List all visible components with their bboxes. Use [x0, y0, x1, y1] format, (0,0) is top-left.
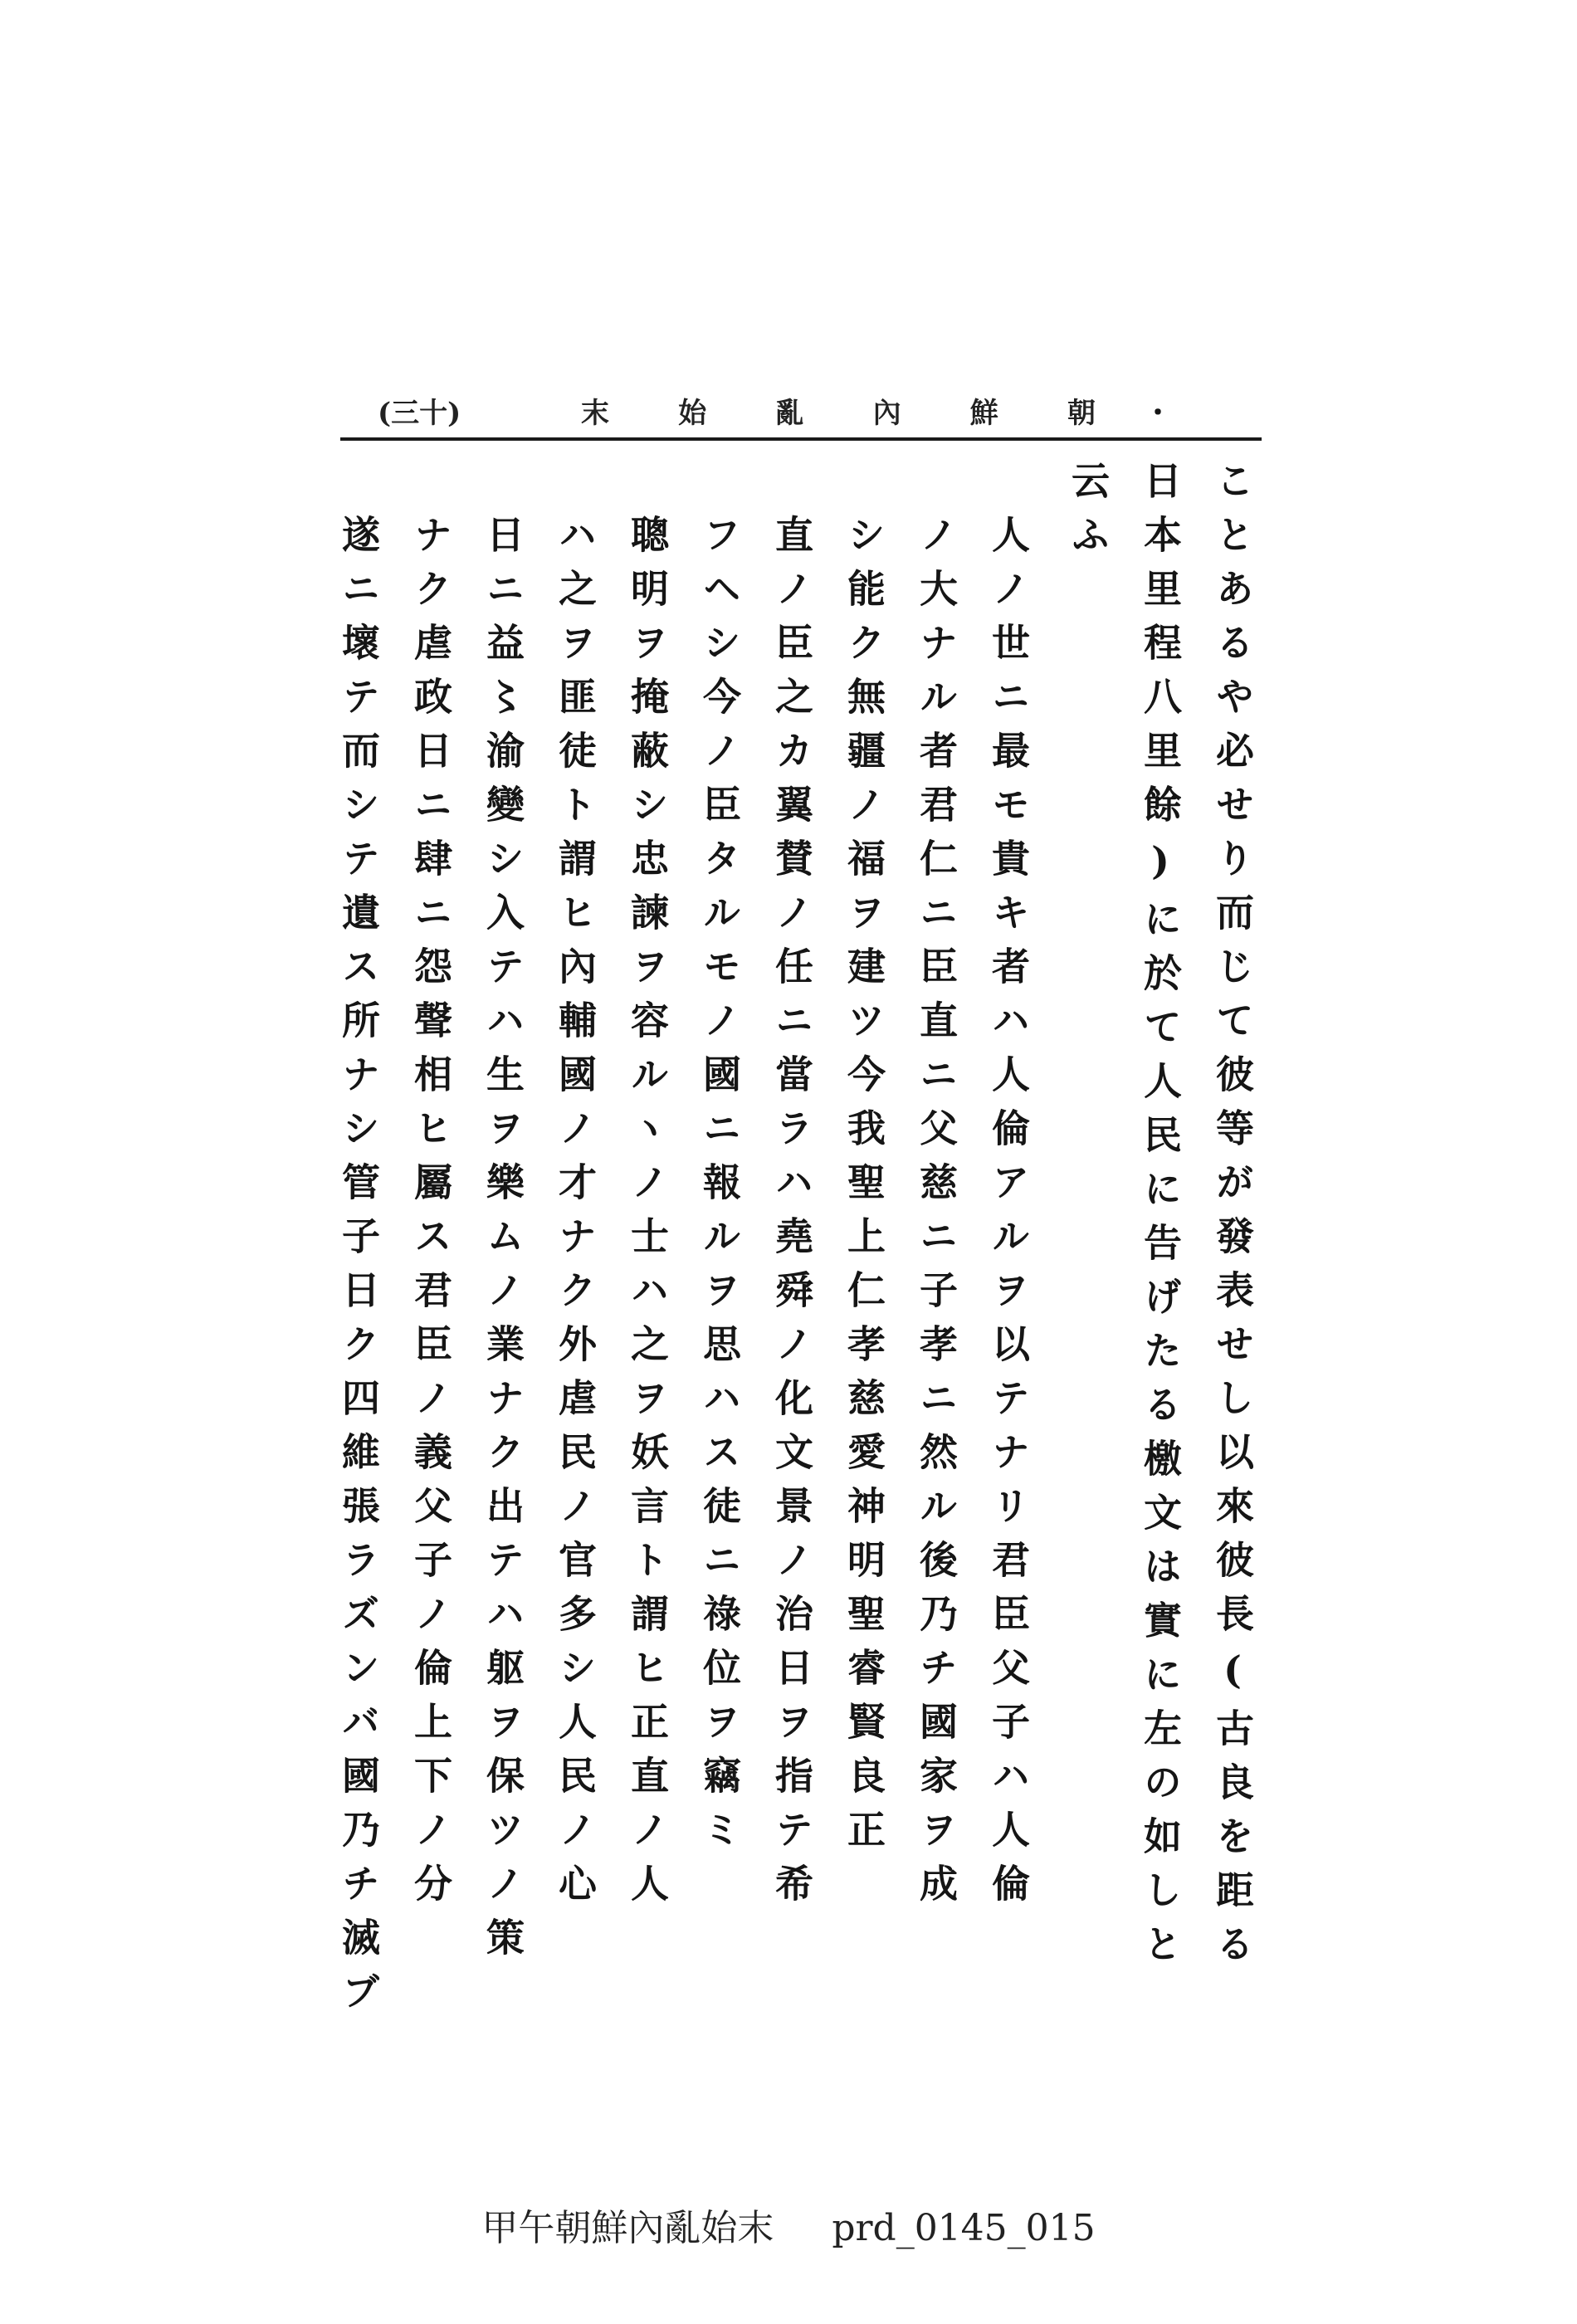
text-column-8: フヘシ今ノ臣タルモノ國ニ報ルヲ思ハス徒ニ祿位ヲ竊ミ — [697, 515, 742, 1863]
header-dot: ・ — [1144, 397, 1172, 430]
text-column-6: シ能ク無疆ノ福ヲ建ツ今我聖上仁孝慈愛神明聖睿賢良正 — [842, 515, 886, 1863]
vertical-text-body — [328, 461, 1257, 2025]
text-column-11: 日ニ益〻渝變シ入テハ生ヲ樂ムノ業ナク出テハ躯ヲ保ツノ策 — [481, 515, 525, 1971]
footer-code: prd_0145_015 — [832, 2207, 1096, 2249]
running-title-char: 始 — [678, 397, 707, 430]
footer-title: 甲午朝鮮內亂始末 — [481, 2207, 774, 2249]
text-column-13: 遂ニ壞テ而シテ遺ス所ナシ管子日ク四維張ラズンバ國乃チ滅ブ — [336, 515, 381, 2025]
text-column-1: ことあるや必せり而じて彼等が發表せし以來彼長(古良を距る — [1210, 461, 1255, 1978]
footer — [0, 2198, 1577, 2251]
text-column-9: 聰明ヲ掩蔽シ忠諫ヲ容ルヽノ士ハ之ヲ妖言ト謂ヒ正直ノ人 — [625, 515, 670, 1917]
running-title-char: 亂 — [775, 397, 804, 430]
text-column-12: ナク虐政日ニ肆ニ怨聲相ヒ屬ス君臣ノ義父子ノ倫上下ノ分 — [408, 515, 453, 1917]
running-title-char: 朝 — [1067, 397, 1096, 430]
running-title-char: 末 — [581, 397, 609, 430]
text-column-7: 直ノ臣之カ翼賛ノ任ニ當ラハ堯舜ノ化文景ノ治日ヲ指テ希 — [769, 515, 814, 1917]
text-column-2: 日本里程八里餘)に於て人民に告げたる檄文は實に左の如しと — [1138, 461, 1183, 1978]
text-column-3: 云ふ — [1066, 461, 1111, 569]
text-column-5: ノ大ナル者君仁ニ臣直ニ父慈ニ子孝ニ然ル後乃チ國家ヲ成 — [914, 515, 959, 1917]
running-title-char: 內 — [872, 397, 901, 430]
page-number: (三十) — [378, 397, 461, 430]
text-column-4: 人ノ世ニ最モ貴キ者ハ人倫アルヲ以テナリ君臣父子ハ人倫 — [986, 515, 1031, 1917]
running-title-char: 鮮 — [969, 397, 998, 430]
running-title — [581, 390, 1096, 432]
header-rule — [340, 437, 1262, 441]
text-column-10: ハ之ヲ匪徒ト謂ヒ內輔國ノ才ナク外虐民ノ官多シ人民ノ心 — [553, 515, 598, 1917]
